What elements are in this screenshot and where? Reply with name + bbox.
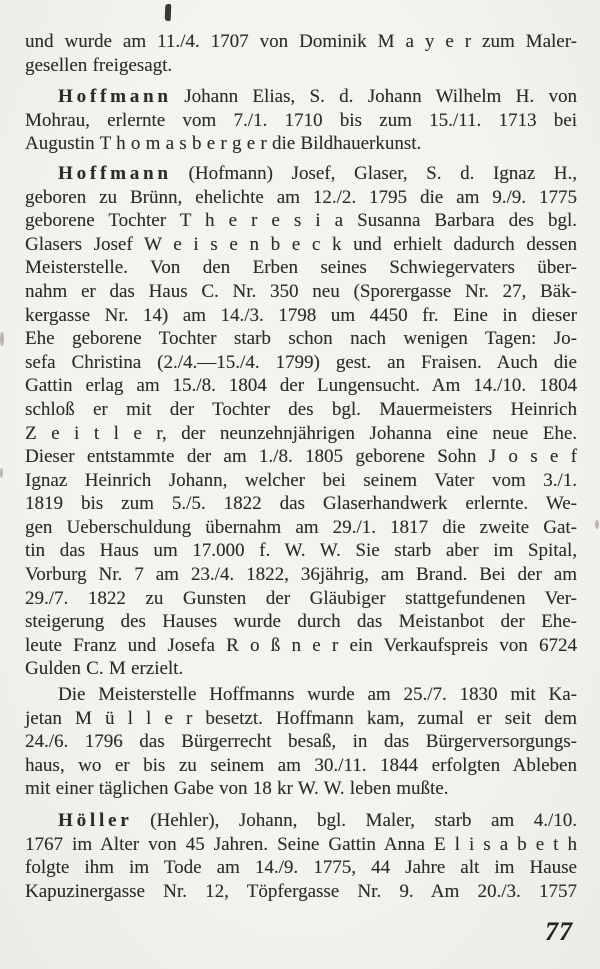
text-line	[25, 162, 577, 186]
text-line	[25, 85, 577, 109]
text-line: Glasers Josef W e i s e n b e c k und erhielt dadurch dessen	[25, 233, 577, 255]
text-line: Gulden C. M erzielt.	[25, 658, 184, 680]
text-line: leute Franz und Josefa R o ß n e r ein Verkaufspreis von 6724	[25, 634, 577, 656]
text-line: schloß er mit der Tochter des bgl. Mauermeisters Heinrich	[25, 398, 577, 420]
entry-headword: Hoffmann	[58, 162, 172, 184]
text-line: geborene Tochter T h e r e s i a Susanna Barbara des bgl.	[25, 210, 577, 232]
ink-mark	[165, 4, 172, 21]
paper-speck	[0, 468, 3, 478]
paper-speck	[0, 332, 4, 346]
text-line: Ehe geborene Tochter starb schon nach wenigen Tagen: Jo-	[25, 328, 577, 350]
text-line: folgte ihm im Tode am 14./9. 1775, 44 Jahre alt im Hause	[25, 857, 577, 879]
text-line: 1819 bis zum 5./5. 1822 das Glaserhandwerk erlernte. We-	[25, 493, 577, 515]
text-line: mit einer täglichen Gabe von 18 kr W. W. leben mußte.	[25, 778, 449, 800]
text-line: Vorburg Nr. 7 am 23./4. 1822, 36jährig, am Brand. Bei der am	[25, 564, 577, 586]
text-line: Mohrau, erlernte vom 7./1. 1710 bis zum 15./11. 1713 bei	[25, 109, 577, 131]
entry-hoffmann-josef-glaser	[25, 162, 577, 681]
text-line: tin das Haus um 17.000 f. W. W. Sie starb aber im Spital,	[25, 540, 577, 562]
text-line: Meisterstelle. Von den Erben seines Schwiegervaters über-	[25, 257, 577, 279]
text-line: und wurde am 11./4. 1707 von Dominik M a y e r zum Maler-	[25, 31, 577, 52]
text-line-rest: Johann Elias, S. d. Johann Wilhelm H. von	[169, 86, 577, 108]
paper-speck	[595, 520, 599, 529]
entry-hoeller-johann	[25, 809, 577, 903]
text-line: kergasse Nr. 14) am 14./3. 1798 um 4450 fr. Eine in dieser	[25, 304, 577, 326]
text-line: Die Meisterstelle Hoffmanns wurde am 25./7. 1830 mit Ka-	[58, 684, 577, 706]
text-line: 29./7. 1822 zu Gunsten der Gläubiger stattgefundenen Ver-	[25, 587, 577, 609]
text-line: gesellen freigesagt.	[25, 54, 173, 76]
text-line: Augustin T h o m a s b e r g e r die Bildhauerkunst.	[25, 133, 422, 155]
text-line-rest: (Hehler), Johann, bgl. Maler, starb am 4./10.	[130, 810, 577, 831]
text-line	[25, 809, 577, 833]
text-line: Gattin erlag am 15./8. 1804 der Lungensucht. Am 14./10. 1804	[25, 375, 577, 397]
entry-headword: Höller	[58, 810, 133, 831]
text-line: Dieser entstammte der am 1./8. 1805 geborene Sohn J o s e f	[25, 446, 577, 468]
text-line-rest: (Hofmann) Josef, Glaser, S. d. Ignaz H.,	[169, 162, 577, 184]
paragraph-meisterstelle-mueller	[25, 683, 577, 801]
text-line: 24./6. 1796 das Bürgerrecht besaß, in das Bürgerversorgungs-	[25, 731, 577, 753]
page-footer	[25, 917, 577, 947]
text-line: 1767 im Alter von 45 Jahren. Seine Gattin Anna E l i s a b e t h	[25, 833, 577, 855]
text-line: Z e i t l e r, der neunzehnjährigen Johanna eine neue Ehe.	[25, 422, 577, 444]
entry-headword: Hoffmann	[58, 86, 172, 108]
text-line: Ignaz Heinrich Johann, welcher bei seinem Vater vom 3./1.	[25, 469, 577, 491]
text-line: haus, wo er bis zu seinem am 30./11. 1844 erfolgten Ableben	[25, 754, 577, 776]
page-number: 77	[545, 917, 573, 947]
text-line: gen Ueberschuldung übernahm am 29./1. 1817 die zweite Gat-	[25, 516, 577, 538]
text-line: nahm er das Haus C. Nr. 350 neu (Sporergasse Nr. 27, Bäk-	[25, 280, 577, 302]
text-line: jetan M ü l l e r besetzt. Hoffmann kam, zumal er seit dem	[25, 707, 577, 729]
text-line: Kapuzinergasse Nr. 12, Töpfergasse Nr. 9. Am 20./3. 1757	[25, 880, 577, 902]
text-line: sefa Christina (2./4.—15./4. 1799) gest. an Fraisen. Auch die	[25, 351, 577, 373]
text-line: geboren zu Brünn, ehelichte am 12./2. 1795 die am 9./9. 1775	[25, 186, 577, 208]
text-line: steigerung des Hauses wurde durch das Meistanbot der Ehe-	[25, 611, 577, 633]
entry-hoffmann-johann-elias	[25, 85, 577, 156]
paragraph-continuation-mayer	[25, 30, 577, 77]
